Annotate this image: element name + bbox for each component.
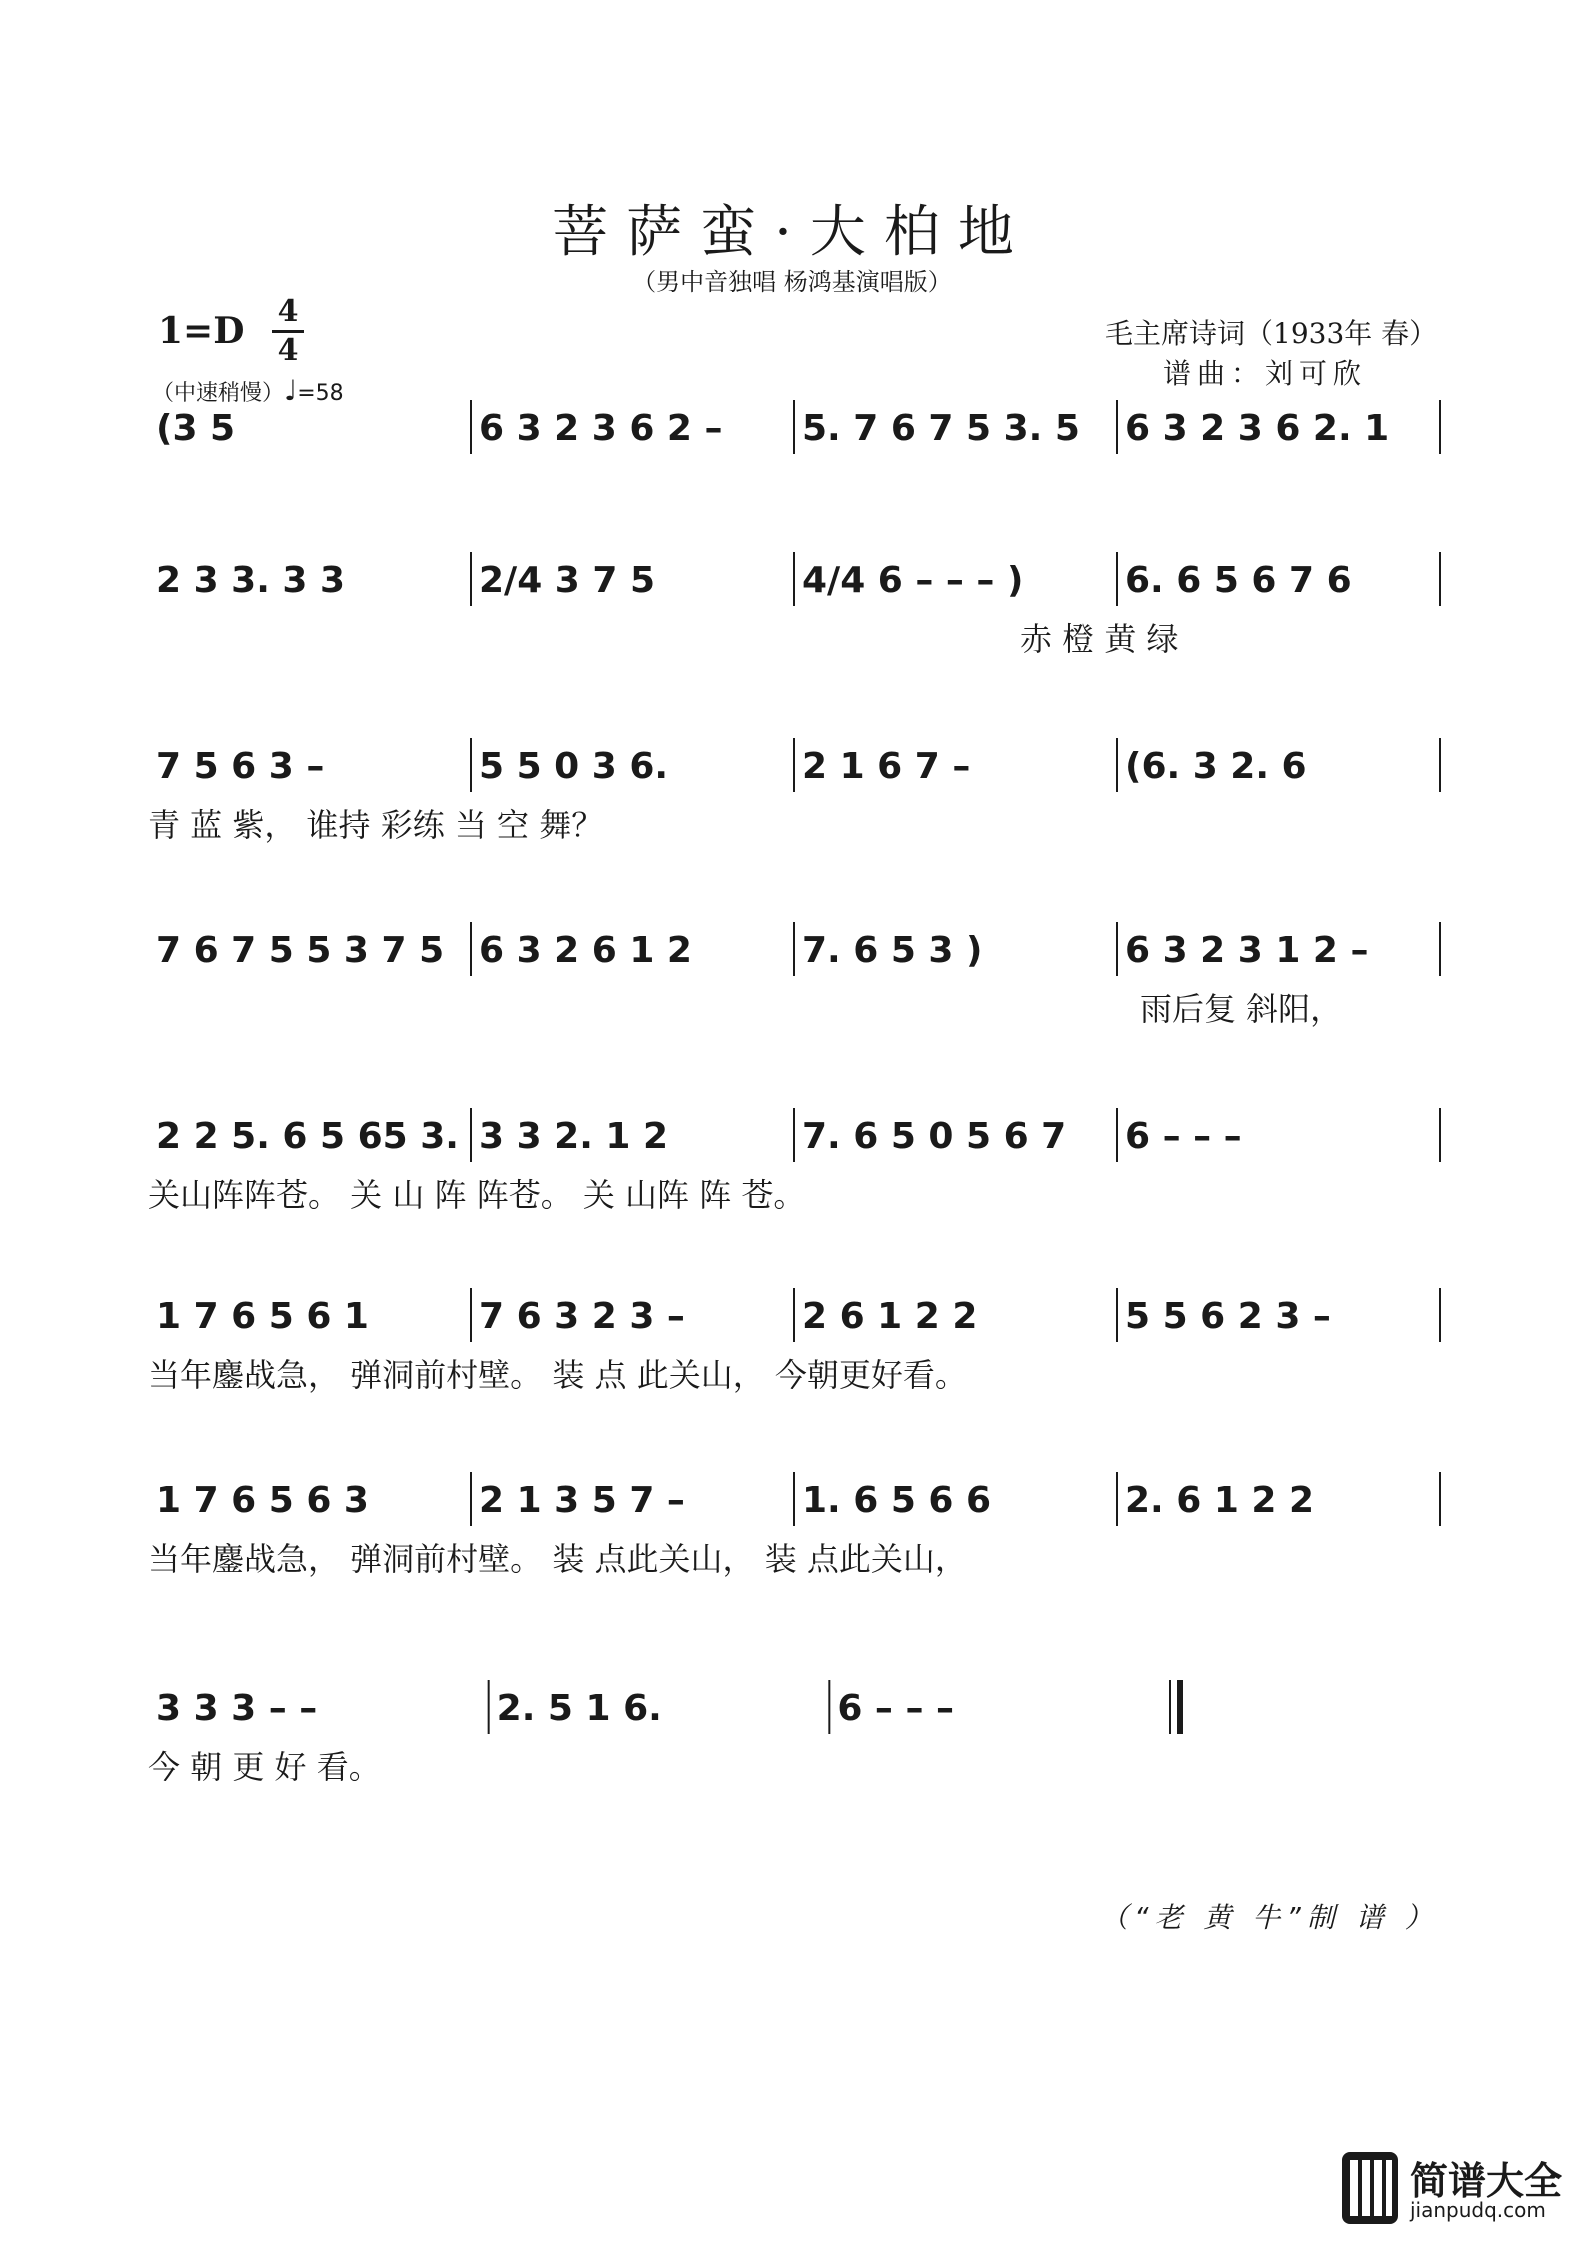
lyric-line: 青 蓝 紫， 谁持 彩练 当 空 舞？ — [148, 806, 604, 844]
lyric-line: 当年鏖战急， 弹洞前村壁。 装 点此关山， 装 点此关山， — [148, 1540, 967, 1578]
lyric-line: 今 朝 更 好 看。 — [148, 1748, 381, 1786]
note-measure: (6. 3 2. 6 — [1125, 746, 1307, 787]
note-measure: 2 1 3 5 7 – — [479, 1480, 685, 1521]
lyric-line: 关山阵阵苍。 关 山 阵 阵苍。 关 山阵 阵 苍。 — [148, 1176, 806, 1214]
note-measure: 5 5 6 2 3 – — [1125, 1296, 1331, 1337]
lyricist: 毛主席诗词（1933年 春） — [1105, 317, 1438, 350]
note-measure: 2 6 1 2 2 — [802, 1296, 978, 1337]
transcriber-credit: （“老 黄 牛”制 谱 ） — [1100, 1901, 1439, 1934]
note-measure: 7 6 7 5 5 3 7 5 — [156, 930, 445, 971]
note-measure: 1 7 6 5 6 1 — [156, 1296, 369, 1337]
tempo-label: （中速稍慢） — [152, 381, 285, 406]
note-measure: 2. 5 1 6. — [496, 1688, 662, 1729]
time-numerator: 4 — [277, 294, 299, 329]
note-measure: 6. 6 5 6 7 6 — [1125, 560, 1352, 601]
note-measure: 5 5 0 3 6. — [479, 746, 669, 787]
quarter-note-icon: ♩ — [284, 374, 298, 407]
note-measure: 2. 6 1 2 2 — [1125, 1480, 1315, 1521]
note-measure: (3 5 — [156, 408, 236, 449]
note-measure: 5. 7 6 7 5 3. 5 — [802, 408, 1080, 449]
note-measure: 3 3 2. 1 2 — [479, 1116, 669, 1157]
note-measure: 7. 6 5 0 5 6 7 — [802, 1116, 1067, 1157]
note-measure: 3 3 3 – – — [156, 1688, 318, 1729]
note-measure: 7 6 3 2 3 – — [479, 1296, 685, 1337]
piano-keys-icon — [1340, 2150, 1400, 2226]
note-measure: 2 2 5. 6 5 65 3. — [156, 1116, 459, 1157]
note-measure: 6 3 2 6 1 2 — [479, 930, 692, 971]
watermark-url: jianpudq.com — [1410, 2198, 1546, 2222]
site-watermark — [1340, 2150, 1570, 2230]
note-measure: 6 3 2 3 6 2. 1 — [1125, 408, 1390, 449]
note-measure: 6 3 2 3 6 2 – — [479, 408, 723, 449]
note-measure: 6 – – – — [1125, 1116, 1242, 1157]
note-measure: 1. 6 5 6 6 — [802, 1480, 992, 1521]
composer: 谱曲：刘可欣 — [1163, 357, 1368, 390]
lyric-line: 赤 橙 黄 绿 — [1020, 620, 1179, 658]
lyric-line: 雨后复 斜阳， — [1140, 990, 1343, 1028]
note-measure: 2 3 3. 3 3 — [156, 560, 346, 601]
key-signature: 1=D — [158, 310, 245, 352]
watermark-name: 简谱大全 — [1410, 2159, 1563, 2203]
note-measure: 1 7 6 5 6 3 — [156, 1480, 369, 1521]
note-measure: 4/4 6 – – – ) — [802, 560, 1024, 601]
note-measure: 6 – – – — [837, 1688, 954, 1729]
note-measure: 2 1 6 7 – — [802, 746, 971, 787]
note-measure: 7 5 6 3 – — [156, 746, 325, 787]
tempo-value: =58 — [297, 381, 344, 406]
subtitle: （男中音独唱 杨鸿基演唱版） — [632, 268, 952, 296]
note-measure: 2/4 3 7 5 — [479, 560, 655, 601]
page-title: 菩萨蛮·大柏地 — [552, 200, 1032, 265]
note-measure: 7. 6 5 3 ) — [802, 930, 983, 971]
lyric-line: 当年鏖战急， 弹洞前村壁。 装 点 此关山， 今朝更好看。 — [148, 1356, 967, 1394]
time-denominator: 4 — [277, 333, 299, 368]
note-measure: 6 3 2 3 1 2 – — [1125, 930, 1369, 971]
